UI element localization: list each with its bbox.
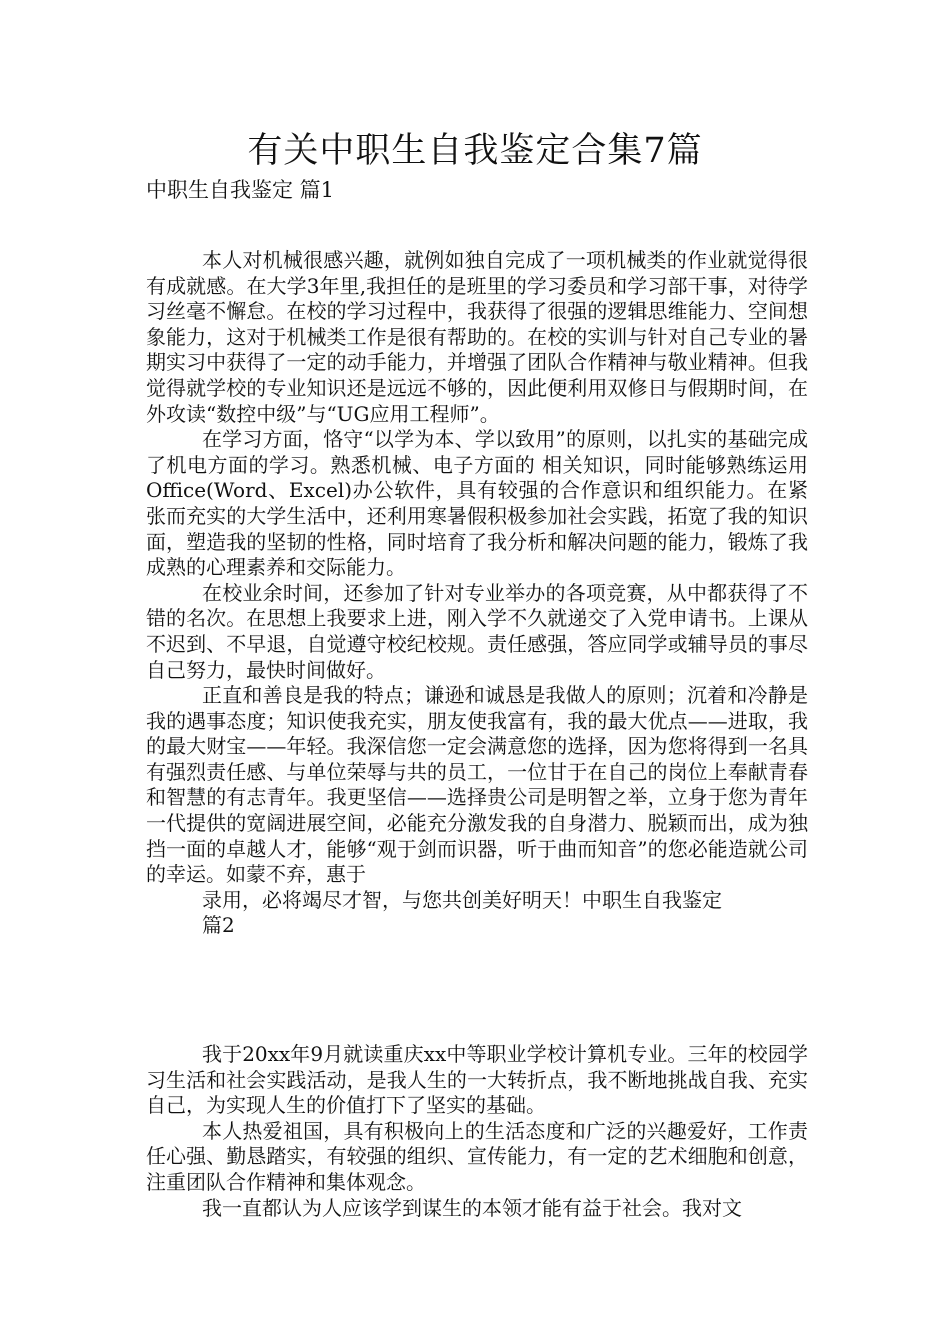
paragraph: 本人对机械很感兴趣，就例如独自完成了一项机械类的作业就觉得很有成就感。在大学3年里,我担任的是班里的学习委员和学习部干事，对待学习丝毫不懈怠。在校的学习过程中，我获得了很强的逻辑思维能力、空间想象能力，这对于机械类工作是很有帮助的。在校的实训与针对自己专业的暑期实习中获得了一定的动手能力，并增强了团队合作精神与敬业精神。但我觉得就学校的专业知识还是远远不够的，因此便利用双修日与假期时间，在外攻读“数控中级”与“UG应用工程师”。 [146,248,808,426]
paragraph: 录用，必将竭尽才智，与您共创美好明天！中职生自我鉴定 [202,887,722,912]
section-heading-1: 中职生自我鉴定 篇1 [146,178,335,202]
paragraph: 在校业余时间，还参加了针对专业举办的各项竞赛，从中都获得了不错的名次。在思想上我要求上进，刚入学不久就递交了入党申请书。上课从不迟到、不早退，自觉遵守校纪校规。责任感强，答应同学或辅导员的事尽自己努力，最快时间做好。 [146,580,808,682]
section-2-body [146,1042,808,1221]
paragraph: 本人热爱祖国，具有积极向上的生活态度和广泛的兴趣爱好，工作责任心强、勤恳踏实，有较强的组织、宣传能力，有一定的艺术细胞和创意，注重团队合作精神和集体观念。 [146,1118,808,1194]
paragraph: 正直和善良是我的特点；谦逊和诚恳是我做人的原则；沉着和冷静是我的遇事态度；知识使我充实，朋友使我富有，我的最大优点——进取，我的最大财宝——年轻。我深信您一定会满意您的选择，因为您将得到一名具有强烈责任感、与单位荣辱与共的员工，一位甘于在自己的岗位上奉献青春和智慧的有志青年。我更坚信——选择贵公司是明智之举，立身于您为青年一代提供的宽阔进展空间，必能充分激发我的自身潜力、脱颖而出，成为独挡一面的卓越人才，能够“观于剑而识器，听于曲而知音”的您必能造就公司的幸运。如蒙不弃，惠于 [146,683,808,887]
document-title: 有关中职生自我鉴定合集7篇 [247,131,703,171]
section-1-body [146,248,808,939]
section-2-label: 篇2 [202,913,235,938]
paragraph: 在学习方面，恪守“以学为本、学以致用”的原则，以扎实的基础完成了机电方面的学习。熟悉机械、电子方面的 相关知识，同时能够熟练运用Office(Word、Excel)办公软件，具有较强的合作意识和组织能力。在紧张而充实的大学生活中，还利用寒暑假积极参加社会实践，拓宽了我的知识面，塑造我的坚韧的性格，同时培育了我分析和解决问题的能力，锻炼了我成熟的心理素养和交际能力。 [146,427,808,580]
paragraph: 我于20xx年9月就读重庆xx中等职业学校计算机专业。三年的校园学习生活和社会实践活动，是我人生的一大转折点，我不断地挑战自我、充实自己，为实现人生的价值打下了坚实的基础。 [146,1042,808,1118]
paragraph: 我一直都认为人应该学到谋生的本领才能有益于社会。我对文 [202,1195,742,1220]
